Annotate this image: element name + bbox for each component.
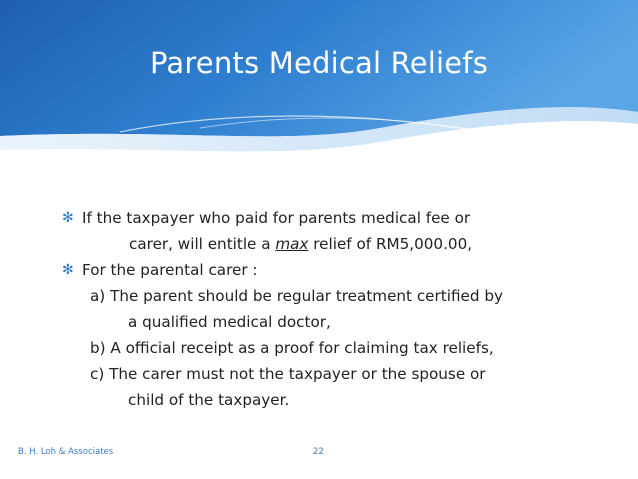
slide-title: Parents Medical Reliefs: [149, 46, 489, 80]
bullet-line: If the taxpayer who paid for parents medical fee or: [82, 209, 471, 227]
sub-item-a: [62, 283, 590, 335]
asterisk-bullet-icon: ✻: [62, 262, 74, 278]
max-emphasis: max: [275, 235, 309, 253]
page-number: 22: [313, 447, 324, 457]
text-segment: carer, will entitle a: [129, 235, 276, 253]
asterisk-bullet-icon: ✻: [62, 210, 74, 226]
bullet-item-parental-carer: [62, 257, 590, 283]
bullet-continuation: [82, 231, 590, 257]
text-segment: relief of RM5,000.00,: [308, 235, 473, 253]
header-banner: [0, 0, 638, 170]
sub-item-b: [62, 335, 590, 361]
sub-item-c: [62, 361, 590, 413]
sub-item-line: c) The carer must not the taxpayer or the spouse or: [90, 365, 486, 383]
header-wave-graphic: [0, 0, 638, 170]
sub-item-continuation: child of the taxpayer.: [128, 391, 290, 409]
footer-organization: B. H. Loh & Associates: [18, 447, 114, 457]
sub-item-line: a) The parent should be regular treatment certified by: [90, 287, 503, 305]
sub-item-line: b) A official receipt as a proof for claiming tax reliefs,: [90, 339, 494, 357]
bullet-item-taxpayer: [62, 205, 590, 257]
slide-body: [62, 205, 590, 413]
sub-item-continuation: a qualified medical doctor,: [128, 313, 331, 331]
bullet-line: For the parental carer :: [82, 261, 258, 279]
